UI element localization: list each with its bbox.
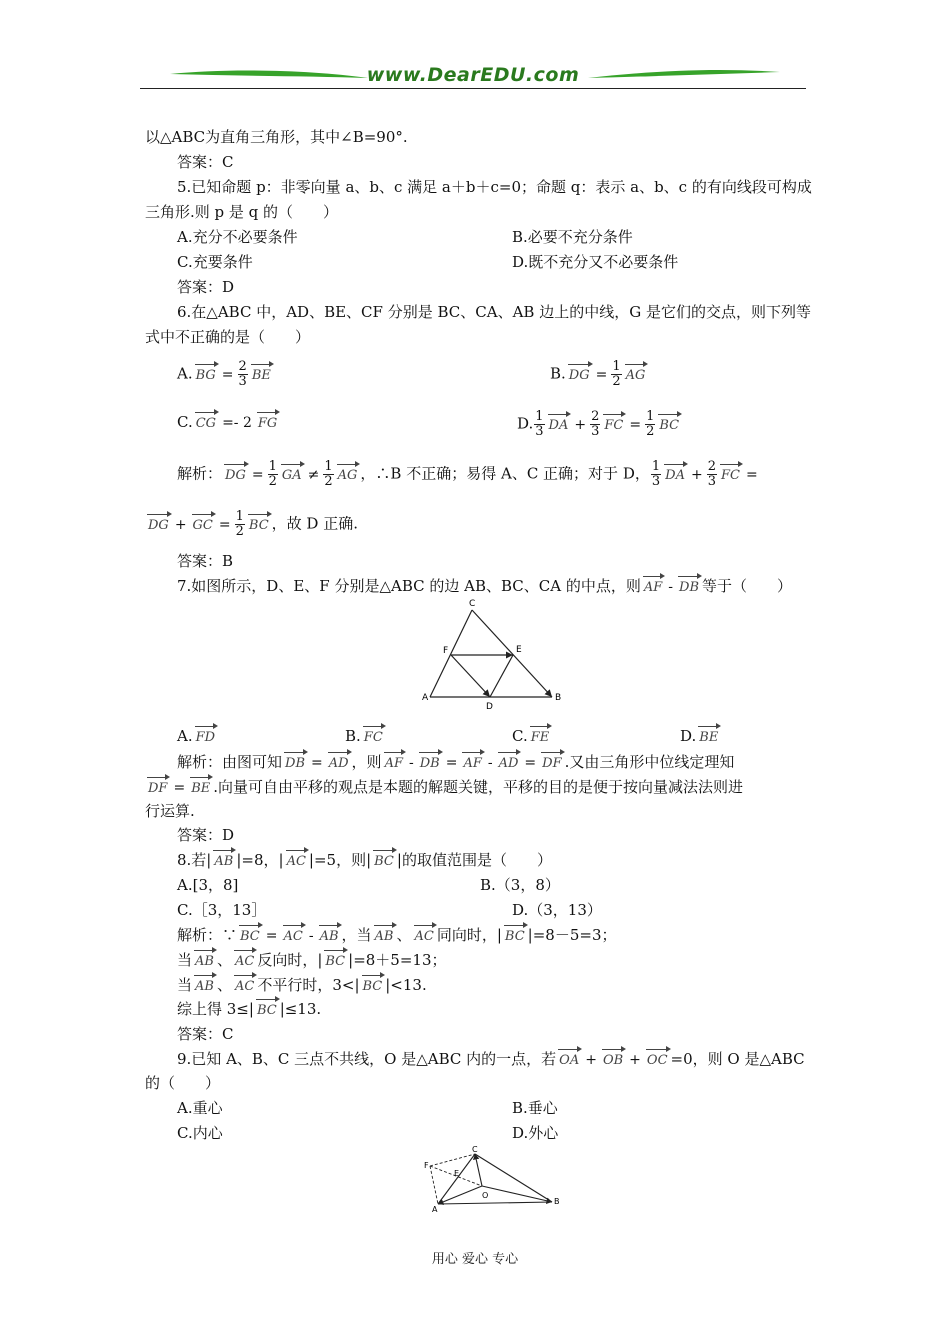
q8-solution-line2: 当 AB 、 AC 反向时，| BC |=8＋5=13； xyxy=(177,950,447,972)
q7-solution-line1: 解析：由图可知 DB = AD ，则 AF - DB = AF - AD = DF .又由三角形中位线定理知 xyxy=(177,752,734,774)
q6-stem-line2: 式中不正确的是（ ） xyxy=(145,328,311,346)
q5-option-b: B.必要不充分条件 xyxy=(512,228,633,246)
site-title: www.DearEDU.com xyxy=(366,64,580,86)
q6-option-a: A. BG = $\frac{2}{3}$ BE xyxy=(177,359,271,389)
q7-option-b: B. FC xyxy=(345,726,386,748)
q6-option-b: B. DG = $\frac{1}{2}$ AG xyxy=(550,359,646,389)
q8-solution-line4: 综上得 3≤| BC |≤13. xyxy=(177,999,321,1021)
q9-option-a: A.重心 xyxy=(177,1099,223,1117)
q9-option-b: B.垂心 xyxy=(512,1099,558,1117)
svg-text:C: C xyxy=(469,599,476,609)
q8-option-b: B.（3，8） xyxy=(480,876,560,894)
q6-solution-line2: DG + GC = $\frac{1}{2}$ BC ，故 D 正确. xyxy=(148,509,358,539)
q7-solution-line2: DF = BE .向量可自由平移的观点是本题的解题关键，平移的目的是便于按向量减法法则进 xyxy=(145,777,743,799)
q8-option-c: C.［3，13］ xyxy=(177,901,267,919)
svg-text:F: F xyxy=(443,646,449,656)
q7-option-c: C. FE xyxy=(512,726,552,748)
q6-option-c: C. CG =- 2 FG xyxy=(177,412,280,434)
svg-text:A: A xyxy=(422,693,429,703)
svg-text:B: B xyxy=(554,1197,560,1206)
q9-option-c: C.内心 xyxy=(177,1124,223,1142)
q4-answer: 答案：C xyxy=(177,153,234,171)
q8-option-d: D.（3，13） xyxy=(512,901,602,919)
q5-answer: 答案：D xyxy=(177,278,235,296)
q5-stem-line2: 三角形.则 p 是 q 的（ ） xyxy=(145,203,339,221)
q5-option-a: A.充分不必要条件 xyxy=(177,228,298,246)
svg-text:E: E xyxy=(454,1169,460,1178)
q8-solution-line3: 当 AB 、 AC 不平行时，3<| BC |<13. xyxy=(177,975,427,997)
q7-stem: 7.如图所示，D、E、F 分别是△ABC 的边 AB、BC、CA 的中点，则 AF - DB 等于（ ） xyxy=(177,576,792,598)
page-footer: 用心 爱心 专心 xyxy=(431,1252,519,1267)
header-divider xyxy=(140,88,806,89)
q8-answer: 答案：C xyxy=(177,1025,234,1043)
q7-option-a: A. FD xyxy=(177,726,218,748)
svg-text:D: D xyxy=(486,702,493,712)
q9-stem-line1: 9.已知 A、B、C 三点不共线，O 是△ABC 内的一点，若 OA + OB + OC =0，则 O 是△ABC xyxy=(177,1049,805,1071)
q8-stem: 8.若| AB |=8，| AC |=5，则| BC |的取值范围是（ ） xyxy=(177,850,552,872)
q4-text: 以△ABC为直角三角形，其中∠B=90°. xyxy=(145,128,408,146)
svg-text:O: O xyxy=(482,1191,489,1200)
q7-option-d: D. BE xyxy=(680,726,721,748)
svg-text:F: F xyxy=(424,1161,429,1170)
q7-answer: 答案：D xyxy=(177,826,235,844)
q5-option-d: D.既不充分又不必要条件 xyxy=(512,253,679,271)
svg-text:E: E xyxy=(516,645,522,655)
q6-option-d: D. $\frac{1}{3}$ DA + $\frac{2}{3}$ FC = $\frac{1}{2}$ BC xyxy=(517,409,680,439)
svg-text:B: B xyxy=(555,693,562,703)
svg-text:A: A xyxy=(432,1205,438,1214)
q5-option-c: C.充要条件 xyxy=(177,253,253,271)
q6-stem-line1: 6.在△ABC 中，AD、BE、CF 分别是 BC、CA、AB 边上的中线，G 是它们的交点，则下列等 xyxy=(177,303,811,321)
q9-triangle-figure xyxy=(420,1144,570,1214)
q8-solution-line1: 解析：∵ BC = AC - AB ，当 AB 、 AC 同向时，| BC |=8－5=3； xyxy=(177,925,617,947)
svg-text:C: C xyxy=(472,1145,478,1154)
q6-answer: 答案：B xyxy=(177,552,234,570)
q9-option-d: D.外心 xyxy=(512,1124,559,1142)
q7-triangle-figure xyxy=(418,596,568,714)
q5-stem-line1: 5.已知命题 p：非零向量 a、b、c 满足 a＋b＋c=0；命题 q：表示 a、b、c 的有向线段可构成 xyxy=(177,178,812,196)
q6-solution-line1: 解析： DG = $\frac{1}{2}$ GA ≠ $\frac{1}{2}$ AG ，∴B 不正确；易得 A、C 正确；对于 D， $\frac{1}{3}$ DA + $\frac{2}{3}$ FC = xyxy=(177,459,758,489)
q8-option-a: A.[3，8] xyxy=(177,876,239,894)
q7-solution-line3: 行运算. xyxy=(145,802,195,820)
q9-stem-line2: 的（ ） xyxy=(145,1074,221,1092)
